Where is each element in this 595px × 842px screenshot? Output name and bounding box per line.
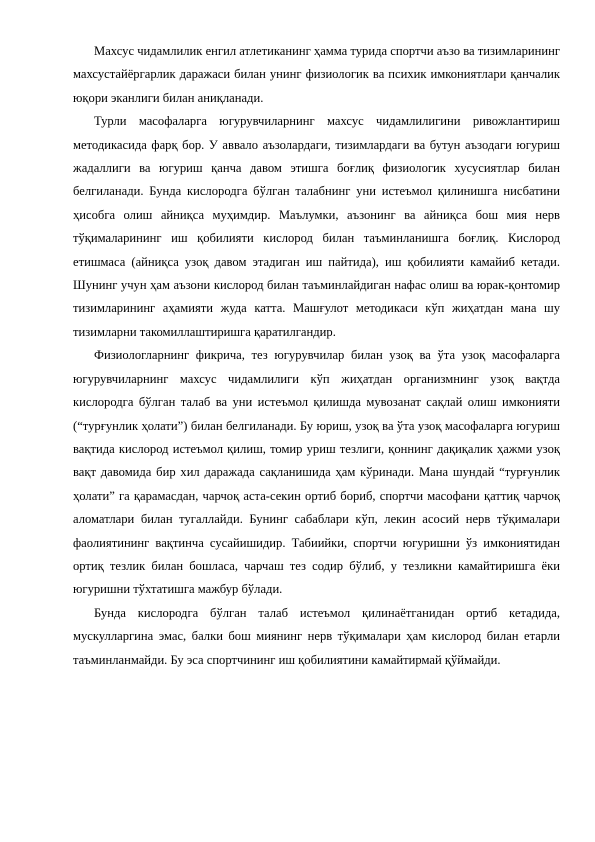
document-page	[73, 40, 560, 672]
paragraph-training-methodology: Турли масофаларга югурувчиларнинг махсус чидамлилигини ривожлантириш методикасида фарқ бор. У аввало аъзолардаги, тизимлардаги ва бутун аъзодаги югуриш жадаллиги ва югуриш қанча давом этишга боғлиқ физиологик хусусиятлар билан белгиланади. Бунда кислородга бўлган талабнинг уни истеъмол қилинишга нисбатини ҳисобга олиш айниқса муҳимдир. Маълумки, аъзонинг ва айниқса бош мия нерв тўқималарининг иш қобилияти кислород билан таъминланишга боғлиқ. Кислород етишмаса (айниқса узоқ давом этадиган иш пайтида), иш қобилияти камайиб кетади. Шунинг учун ҳам аъзони кислород билан таъминлайдиган нафас олиш ва юрак-қонтомир тизимларининг аҳамияти жуда катта. Машғулот методикаси кўп жиҳатдан мана шу тизимларни такомиллаштиришга қаратилгандир.	[73, 114, 560, 339]
paragraph-special-endurance-intro: Махсус чидамлилик енгил атлетиканинг ҳамма турида спортчи аъзо ва тизимларининг махсустайёргарлик даражаси билан унинг физиологик ва психик имкониятлари қанчалик юқори эканлиги билан аниқланади.	[73, 44, 560, 105]
paragraph-physiologists-opinion: Физиологларнинг фикрича, тез югурувчилар билан узоқ ва ўта узоқ масофаларга югурувчиларнинг махсус чидамлилиги кўп жиҳатдан организмнинг узоқ вақтда кислородга бўлган талаб ва уни истеъмол қилишда мувозанат сақлай олиш имконияти (“турғунлик ҳолати”) билан белгиланади. Бу юриш, узоқ ва ўта узоқ масофаларга югуриш вақтида кислород истеъмол қилиш, томир уриш тезлиги, қоннинг дақиқалик ҳажми узоқ вақт давомида бир хил даражада сақланишида ҳам кўринади. Мана шундай “турғунлик ҳолати” га қарамасдан, чарчоқ аста-секин ортиб бориб, спортчи масофани қаттиқ чарчоқ аломатлари билан тугаллайди. Бунинг сабаблари кўп, лекин асосий нерв тўқималари фаолиятининг вақтинча сусайишидир. Табиийки, спортчи югуришни ўз имкониятидан ортиқ тезлик билан бошласа, чарчаш тез содир бўлиб, у тезликни камайтиришга ёки югуришни тўхтатишга мажбур бўлади.	[73, 348, 560, 597]
paragraph-oxygen-demand: Бунда кислородга бўлган талаб истеъмол қилинаётганидан ортиб кетадида, мускулларгина эмас, балки бош миянинг нерв тўқималари ҳам кислород билан етарли таъминланмайди. Бу эса спортчининг иш қобилиятини камайтирмай қўймайди.	[73, 605, 560, 667]
